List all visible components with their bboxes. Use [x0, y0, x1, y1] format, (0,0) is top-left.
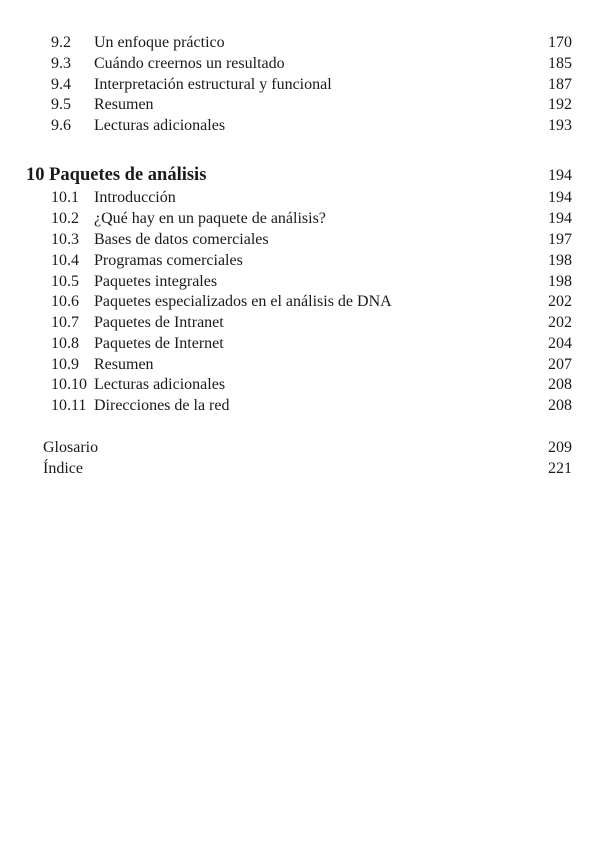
back-matter-title: Glosario: [43, 439, 99, 456]
chapter-heading: [0, 165, 600, 186]
page-number: 208: [548, 397, 572, 414]
section-number: 9.2: [51, 34, 71, 51]
section-number: 10.6: [51, 293, 79, 310]
page-number: 209: [548, 439, 572, 456]
page-number: 187: [548, 76, 572, 93]
section-title: Direcciones de la red: [94, 397, 230, 414]
page-number: 202: [548, 293, 572, 310]
section-title: Interpretación estructural y funcional: [94, 76, 332, 93]
section-title: Paquetes especializados en el análisis de DNA: [94, 293, 392, 310]
section-number: 10.9: [51, 356, 79, 373]
section-number: 10.8: [51, 335, 79, 352]
toc-entry: [0, 53, 600, 74]
section-number: 10.5: [51, 273, 79, 290]
section-title: Lecturas adicionales: [94, 376, 226, 393]
page-number: 192: [548, 96, 572, 113]
page-number: 208: [548, 376, 572, 393]
section-number: 10.10: [51, 376, 87, 393]
toc-entry: [0, 312, 600, 333]
section-number: 10.2: [51, 210, 79, 227]
toc-entry: [0, 250, 600, 271]
section-number: 9.5: [51, 96, 71, 113]
toc-entry: [0, 333, 600, 354]
section-title: Paquetes integrales: [94, 273, 218, 290]
section-number: 10.3: [51, 231, 79, 248]
page-number: 197: [548, 231, 572, 248]
toc-entry: [0, 208, 600, 229]
section-title: Un enfoque práctico: [94, 34, 225, 51]
page-number: 204: [548, 335, 572, 352]
page-number: 194: [548, 167, 572, 184]
toc-entry: [0, 115, 600, 136]
section-title: Resumen: [94, 96, 154, 113]
page-number: 193: [548, 117, 572, 134]
section-number: 9.4: [51, 76, 71, 93]
toc-entry: [0, 437, 600, 458]
page-number: 198: [548, 273, 572, 290]
section-title: Paquetes de Internet: [94, 335, 224, 352]
back-matter-title: Índice: [43, 460, 83, 477]
section-title: Cuándo creernos un resultado: [94, 55, 285, 72]
section-title: Bases de datos comerciales: [94, 231, 269, 248]
section-title: Resumen: [94, 356, 154, 373]
page-number: 221: [548, 460, 572, 477]
section-number: 9.3: [51, 55, 71, 72]
section-title: Introducción: [94, 189, 176, 206]
toc-entry: [0, 354, 600, 375]
page-number: 194: [548, 210, 572, 227]
section-number: 10.4: [51, 252, 79, 269]
toc-entry: [0, 374, 600, 395]
chapter-title: 10 Paquetes de análisis: [26, 165, 207, 185]
toc-entry: [0, 271, 600, 292]
page-number: 207: [548, 356, 572, 373]
section-number: 10.11: [51, 397, 87, 414]
page-number: 202: [548, 314, 572, 331]
toc-entry: [0, 229, 600, 250]
toc-entry: [0, 94, 600, 115]
page-number: 170: [548, 34, 572, 51]
section-number: 10.1: [51, 189, 79, 206]
page-number: 198: [548, 252, 572, 269]
toc-entry: [0, 395, 600, 416]
toc-entry: [0, 32, 600, 53]
page-number: 185: [548, 55, 572, 72]
section-title: Lecturas adicionales: [94, 117, 226, 134]
toc-entry: [0, 187, 600, 208]
section-title: Programas comerciales: [94, 252, 243, 269]
toc-entry: [0, 74, 600, 95]
section-number: 9.6: [51, 117, 71, 134]
section-title: ¿Qué hay en un paquete de análisis?: [94, 210, 326, 227]
toc-entry: [0, 458, 600, 479]
page-number: 194: [548, 189, 572, 206]
section-number: 10.7: [51, 314, 79, 331]
section-title: Paquetes de Intranet: [94, 314, 224, 331]
toc-entry: [0, 291, 600, 312]
